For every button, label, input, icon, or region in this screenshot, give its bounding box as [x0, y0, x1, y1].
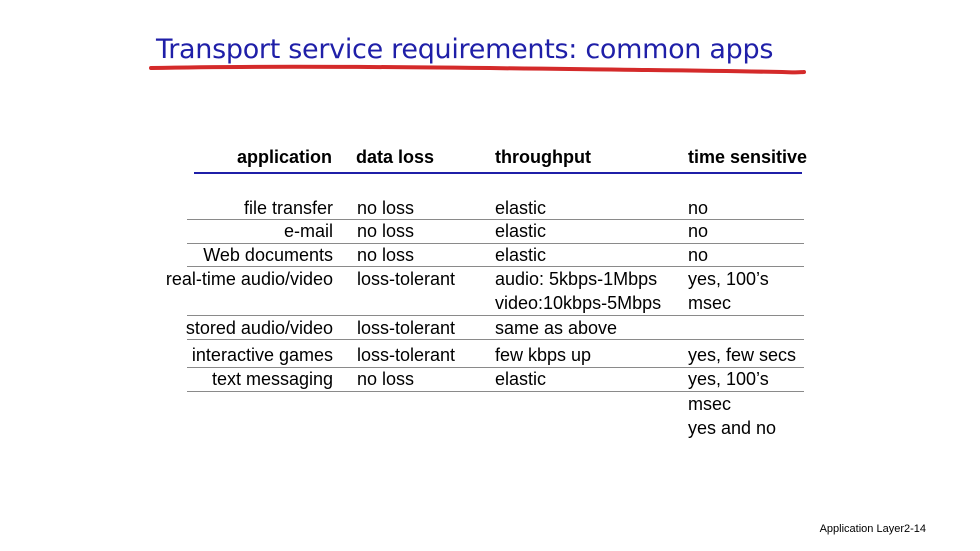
row-separator: [187, 339, 804, 340]
cell-time-sensitive-line2: msec: [688, 293, 732, 313]
cell-data-loss: loss-tolerant: [357, 318, 456, 338]
header-throughput: throughput: [495, 147, 591, 167]
title-underline: [148, 62, 808, 78]
cell-throughput: elastic: [495, 245, 547, 265]
cell-time-sensitive: yes, 100’s: [688, 269, 769, 289]
slide-footer: Application Layer2-14: [819, 523, 926, 535]
cell-data-loss: loss-tolerant: [357, 345, 456, 365]
cell-application: e-mail: [283, 221, 333, 241]
cell-time-sensitive-line2: msec: [688, 394, 732, 414]
cell-data-loss: no loss: [357, 245, 415, 265]
cell-throughput: few kbps up: [495, 345, 592, 365]
cell-time-sensitive: yes, few secs: [688, 345, 797, 365]
cell-application: stored audio/video: [185, 318, 333, 338]
cell-application: real-time audio/video: [165, 269, 333, 289]
cell-throughput: elastic: [495, 221, 547, 241]
cell-time-sensitive-line3: yes and no: [688, 418, 777, 438]
cell-data-loss: no loss: [357, 221, 415, 241]
cell-time-sensitive: no: [688, 198, 709, 218]
header-time-sensitive: time sensitive: [688, 147, 808, 167]
cell-throughput: elastic: [495, 198, 547, 218]
cell-application: text messaging: [211, 369, 333, 389]
cell-time-sensitive: no: [688, 221, 709, 241]
header-rule: [194, 172, 802, 174]
cell-application: Web documents: [203, 245, 333, 265]
cell-throughput: elastic: [495, 369, 547, 389]
cell-application: file transfer: [243, 198, 333, 218]
cell-time-sensitive: no: [688, 245, 709, 265]
cell-data-loss: loss-tolerant: [357, 269, 456, 289]
cell-data-loss: no loss: [357, 198, 415, 218]
cell-throughput: audio: 5kbps-1Mbps: [495, 269, 658, 289]
cell-application: interactive games: [191, 345, 333, 365]
header-application: application: [236, 147, 332, 167]
cell-time-sensitive: yes, 100’s: [688, 369, 769, 389]
cell-data-loss: no loss: [357, 369, 415, 389]
cell-throughput-line2: video:10kbps-5Mbps: [495, 293, 662, 313]
slide-title: Transport service requirements: common apps: [156, 34, 774, 65]
header-data-loss: data loss: [356, 147, 435, 167]
cell-throughput: same as above: [495, 318, 618, 338]
